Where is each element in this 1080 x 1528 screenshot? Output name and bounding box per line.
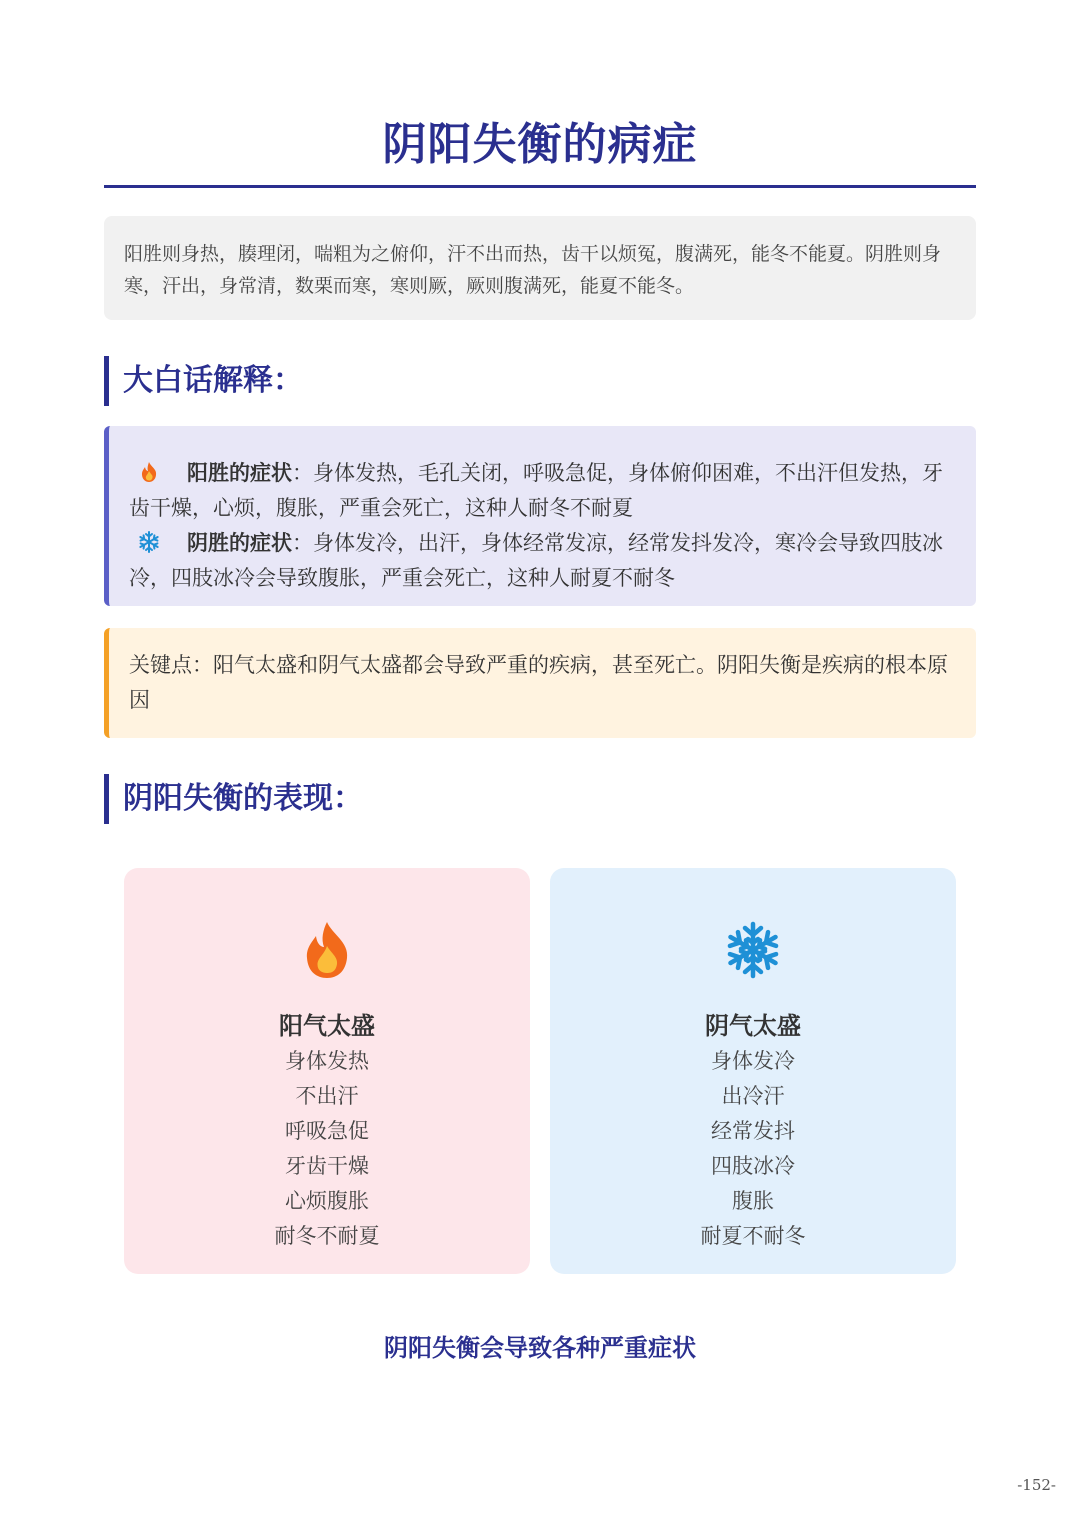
list-item: 呼吸急促 <box>285 1119 369 1143</box>
fire-icon <box>297 920 357 980</box>
list-item: 牙齿干燥 <box>285 1154 369 1178</box>
card-title: 阳气太盛 <box>279 1012 375 1040</box>
summary-caption: 阴阳失衡会导致各种严重症状 <box>384 1334 696 1362</box>
list-item: 心烦腹胀 <box>285 1189 369 1213</box>
section-heading-explain: 大白话解释： <box>104 356 303 406</box>
classic-quote-text: 阳胜则身热，腠理闭，喘粗为之俯仰，汗不出而热，齿干以烦冤，腹满死，能冬不能夏。阴胜则身寒，汗出，身常清，数栗而寒，寒则厥，厥则腹满死，能夏不能冬。 <box>124 243 942 297</box>
yang-symptoms <box>129 456 956 526</box>
section-heading-manifestations: 阴阳失衡的表现： <box>104 774 363 824</box>
yang-symptoms-label: 阳胜的症状 <box>187 461 292 485</box>
title-divider <box>104 185 976 188</box>
classic-quote-box <box>104 216 976 320</box>
explain-box <box>104 426 976 606</box>
symptom-list <box>124 1044 530 1254</box>
yin-symptoms <box>129 526 956 596</box>
list-item: 腹胀 <box>732 1189 774 1213</box>
list-item: 不出汗 <box>295 1084 359 1108</box>
yin-symptoms-label: 阴胜的症状 <box>187 531 292 555</box>
card-yang-excess <box>124 868 530 1274</box>
key-point-box <box>104 628 976 738</box>
list-item: 经常发抖 <box>711 1119 795 1143</box>
list-item: 耐冬不耐夏 <box>274 1224 380 1248</box>
list-item: 四肢冰冷 <box>711 1154 795 1178</box>
page-number: -152- <box>1017 1476 1056 1494</box>
list-item: 身体发冷 <box>711 1049 795 1073</box>
yin-symptoms-text: ：身体发冷，出汗，身体经常发凉，经常发抖发冷，寒冷会导致四肢冰冷，四肢冰冷会导致腹胀，严重会死亡，这种人耐夏不耐冬 <box>129 531 943 590</box>
list-item: 身体发热 <box>285 1049 369 1073</box>
fire-icon <box>129 456 169 491</box>
yang-symptoms-text: ：身体发热，毛孔关闭，呼吸急促，身体俯仰困难，不出汗但发热，牙齿干燥，心烦，腹胀，严重会死亡，这种人耐冬不耐夏 <box>129 461 943 520</box>
key-point-text: 关键点：阳气太盛和阴气太盛都会导致严重的疾病，甚至死亡。阴阳失衡是疾病的根本原因 <box>129 653 948 712</box>
snowflake-icon <box>723 920 783 980</box>
card-title: 阴气太盛 <box>705 1012 801 1040</box>
card-yin-excess <box>550 868 956 1274</box>
list-item: 耐夏不耐冬 <box>700 1224 806 1248</box>
page-title: 阴阳失衡的病症 <box>382 119 698 170</box>
symptom-list <box>550 1044 956 1254</box>
list-item: 出冷汗 <box>721 1084 785 1108</box>
snowflake-icon <box>129 526 169 561</box>
